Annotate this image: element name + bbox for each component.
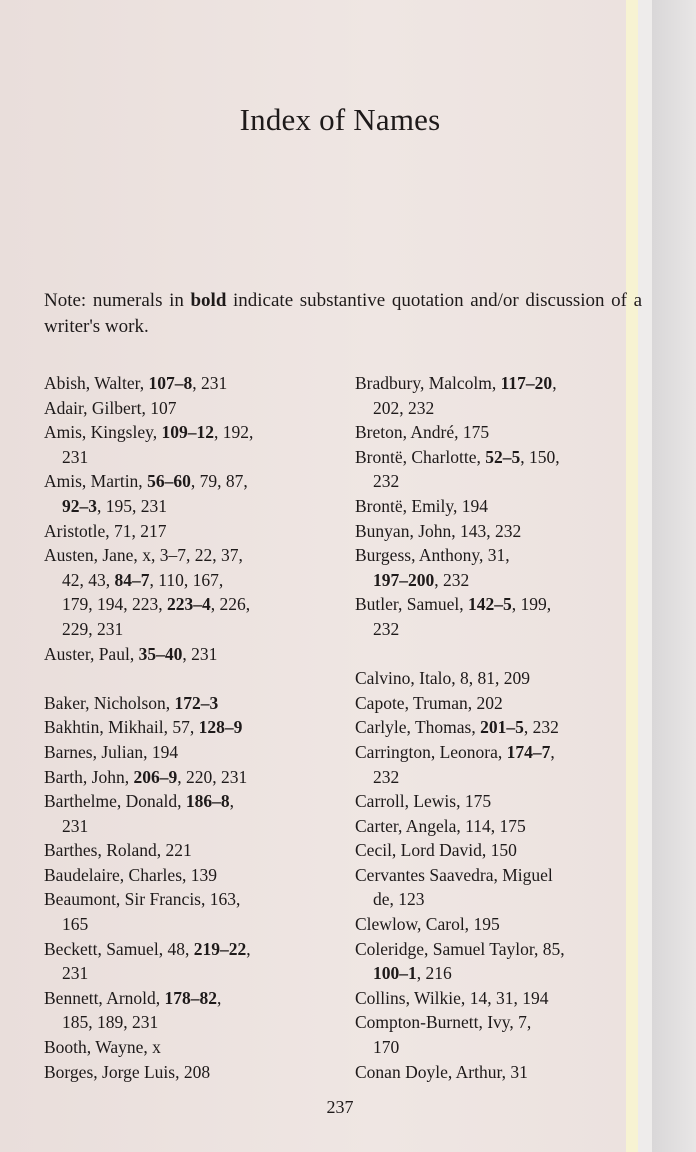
index-entry [355,838,625,863]
index-entry [355,937,625,986]
index-entry [44,765,344,790]
entry-line [44,863,344,888]
page-edge-white [638,0,652,1152]
page-ref: 71, 217 [114,520,167,541]
entry-line [355,1010,625,1035]
page-ref: 31 [510,1061,528,1082]
page-ref-bold: 92–3 [62,495,97,516]
index-entry [44,642,344,667]
index-entry [355,371,625,420]
index-entry [355,519,625,544]
scan-background [652,0,696,1152]
index-note [44,288,642,340]
entry-name: Beaumont, Sir Francis, [44,889,210,910]
entry-name: Amis, Martin, [44,471,148,492]
entry-name: Borges, Jorge Luis, [44,1061,184,1082]
entry-line [44,642,344,667]
entry-name: Austen, Jane, [44,545,143,566]
entry-line [44,469,344,494]
page-ref: 8, 81, 209 [459,668,530,689]
page-ref-bold: 186–8 [185,791,230,812]
page-ref: x, 3–7, 22, 37, [142,545,243,566]
page-ref: 232 [373,471,400,492]
page-ref: 202 [476,692,503,713]
note-text-after: indicate substantive quotation and/or discussion of a writer's work. [44,290,643,337]
index-entry [355,1010,625,1059]
entry-name: Bunyan, John, [355,520,460,541]
index-entry [44,1035,344,1060]
page-ref: , 79, 87, [190,471,248,492]
index-entry [44,863,344,888]
entry-line [355,445,625,470]
index-entry [355,494,625,519]
entry-name: Coleridge, Samuel Taylor, [355,938,543,959]
entry-continuation-line [44,961,344,986]
entry-line [355,814,625,839]
entry-name: Butler, Samuel, [355,594,469,615]
page-ref: 221 [165,840,192,861]
index-entry [355,912,625,937]
entry-continuation-line [44,568,344,593]
entry-name: Adair, Gilbert, [44,397,151,418]
index-entry [355,986,625,1011]
page-ref: 57, [172,717,199,738]
entry-name: Auster, Paul, [44,643,139,664]
page-ref-bold: 100–1 [373,963,417,984]
page-ref: , 232 [523,717,559,738]
entry-name: Baker, Nicholson, [44,692,175,713]
page-ref: , 231 [182,643,218,664]
page-ref: 7, [518,1012,532,1033]
page-ref: , 216 [416,963,452,984]
entry-name: Carrington, Leonora, [355,741,507,762]
entry-line [44,519,344,544]
entry-line [355,937,625,962]
entry-line [355,863,625,888]
page-ref-bold: 107–8 [148,373,193,393]
entry-continuation-line [355,617,625,642]
entry-name: Burgess, Anthony, [355,545,488,566]
index-entry [355,1060,625,1085]
entry-line [355,592,625,617]
page-ref-bold: 142–5 [468,594,512,615]
page-ref: 202, 232 [373,397,435,418]
page-ref: , 192, [213,422,254,443]
page-ref: x [152,1037,161,1058]
page-ref: , [550,741,555,762]
page-ref-bold: 52–5 [485,446,521,467]
page-ref: , 199, [511,594,552,615]
index-entry [355,814,625,839]
entry-name: Barthes, Roland, [44,840,166,861]
entry-name: Booth, Wayne, [44,1037,153,1058]
page-ref: 48, [167,938,194,959]
entry-continuation-line [44,494,344,519]
entry-line [44,420,344,445]
entry-name: Capote, Truman, [355,692,477,713]
page-ref-bold: 197–200 [373,569,435,590]
entry-line [44,1060,344,1085]
entry-line [355,986,625,1011]
entry-name: Brontë, Emily, [355,495,462,516]
entry-line [44,838,344,863]
note-text-before: Note: numerals in [44,290,191,311]
entry-line [355,666,625,691]
entry-line [355,494,625,519]
page-ref: 42, 43, [62,569,115,590]
page-ref: 85, [542,938,565,959]
page-ref: 231 [62,963,89,984]
index-entry [355,420,625,445]
page-ref: 107 [150,397,177,418]
index-entry [44,519,344,544]
entry-line [44,986,344,1011]
page-ref: 231 [62,815,89,836]
page-ref-bold: 223–4 [167,594,211,615]
letter-gap [44,666,344,691]
page-ref: 14, 31, 194 [469,987,549,1008]
index-entry [44,691,344,716]
entry-continuation-line [44,617,344,642]
index-entry [355,863,625,912]
entry-line [355,715,625,740]
index-entry [44,789,344,838]
entry-name: Cecil, Lord David, [355,840,491,861]
index-entry [355,715,625,740]
page-ref: , 220, 231 [177,766,248,787]
page-ref-bold: 128–9 [198,717,243,738]
entry-name: Carter, Angela, [355,815,466,836]
entry-name: Cervantes Saavedra, Miguel [355,864,553,885]
index-entry [44,715,344,740]
entry-name: Bradbury, Malcolm, [355,373,501,393]
note-bold-word: bold [190,290,227,311]
entry-name: Carroll, Lewis, [355,791,465,812]
page-ref-bold: 206–9 [133,766,178,787]
entry-line [44,371,344,396]
page-ref: , 226, [210,594,251,615]
page-ref: 139 [190,864,218,885]
index-entry [355,740,625,789]
entry-name: Carlyle, Thomas, [355,717,481,738]
entry-name: Breton, André, [355,422,463,443]
index-entry [44,838,344,863]
page-ref-bold: 172–3 [174,692,219,713]
index-entry [355,691,625,716]
page-ref: 194 [461,495,489,516]
page-ref-bold: 201–5 [480,717,524,738]
entry-line [355,912,625,937]
page-ref: , 150, [520,446,560,467]
index-entry [44,469,344,518]
page-ref: , 110, 167, [149,569,224,590]
page-ref: 165 [62,914,89,935]
page-ref: 175 [462,422,490,443]
entry-line [44,937,344,962]
page-ref: 208 [183,1061,211,1082]
entry-line [44,715,344,740]
page-ref: , 232 [434,569,470,590]
entry-name: Beckett, Samuel, [44,938,168,959]
index-entry [44,420,344,469]
entry-name: Bakhtin, Mikhail, [44,717,173,738]
index-entry [44,371,344,396]
page-ref-bold: 117–20 [500,373,553,393]
index-entry [44,740,344,765]
entry-line [355,838,625,863]
entry-line [44,765,344,790]
entry-line [355,740,625,765]
page-ref: 185, 189, 231 [62,1012,159,1033]
entry-line [355,789,625,814]
letter-gap [355,642,625,667]
page-ref: 31, [487,545,510,566]
entry-continuation-line [44,912,344,937]
index-entry [44,1060,344,1085]
page-ref: 114, 175 [465,815,526,836]
entry-name: Calvino, Italo, [355,668,460,689]
entry-line [355,543,625,568]
entry-continuation-line [44,1010,344,1035]
page-ref: 175 [464,791,492,812]
page-ref: , 231 [192,373,228,393]
entry-continuation-line [355,568,625,593]
entry-name: Amis, Kingsley, [44,422,162,443]
entry-line [44,887,344,912]
entry-continuation-line [355,961,625,986]
entry-line [355,691,625,716]
entry-continuation-line [355,396,625,421]
index-entry [355,543,625,592]
entry-name: Clewlow, Carol, [355,914,474,935]
index-column-left [44,371,344,1084]
entry-line [355,519,625,544]
index-entry [355,666,625,691]
page-ref: , [229,791,235,812]
page-ref-bold: 178–82 [164,987,218,1008]
entry-line [44,396,344,421]
index-entry [44,396,344,421]
entry-name: Abish, Walter, [44,373,149,393]
page-ref: , [217,987,222,1008]
entry-name: Barth, John, [44,766,134,787]
entry-name: Baudelaire, Charles, [44,864,191,885]
page-ref: 232 [373,766,400,787]
entry-name: Barthelme, Donald, [44,791,186,812]
page-ref: 194 [151,741,179,762]
index-entry [44,543,344,641]
index-entry [44,937,344,986]
index-entry [44,887,344,936]
page-ref: 150 [490,840,517,861]
page-ref-bold: 219–22 [193,938,247,959]
page-ref: 143, 232 [460,520,522,541]
entry-line [44,543,344,568]
page-ref-bold: 35–40 [138,643,183,664]
page-ref: 231 [62,446,89,467]
page-ref-bold: 84–7 [114,569,150,590]
page-number: 237 [326,1097,354,1117]
page-ref: , [552,373,557,393]
page-ref: 179, 194, 223, [62,594,167,615]
entry-line [355,420,625,445]
entry-line [355,1060,625,1085]
page-ref: de, 123 [373,889,425,910]
page-ref-bold: 174–7 [506,741,551,762]
entry-line [44,691,344,716]
page-ref-bold: 56–60 [147,471,191,492]
page-edge [626,0,638,1152]
index-entry [44,986,344,1035]
entry-line [44,740,344,765]
page-ref: 170 [373,1037,400,1058]
entry-line [44,1035,344,1060]
entry-continuation-line [355,1035,625,1060]
entry-line [355,371,625,396]
entry-continuation-line [355,765,625,790]
page-ref-bold: 109–12 [161,422,214,443]
page-ref: 163, [209,889,241,910]
entry-name: Conan Doyle, Arthur, [355,1061,511,1082]
entry-continuation-line [44,445,344,470]
index-column-right [355,371,625,1084]
index-entry [355,789,625,814]
page-ref: 232 [373,618,400,639]
entry-continuation-line [355,469,625,494]
entry-continuation-line [44,814,344,839]
entry-name: Aristotle, [44,520,114,541]
page-title: Index of Names [239,102,441,137]
page-ref: 229, 231 [62,618,124,639]
entry-name: Barnes, Julian, [44,741,152,762]
entry-name: Bennett, Arnold, [44,987,165,1008]
entry-line [44,789,344,814]
page-ref: , 195, 231 [97,495,167,516]
page-ref: , [246,938,251,959]
entry-name: Compton-Burnett, Ivy, [355,1012,519,1033]
page-ref: 195 [473,914,500,935]
entry-name: Brontë, Charlotte, [355,446,486,467]
entry-continuation-line [355,887,625,912]
entry-name: Collins, Wilkie, [355,987,470,1008]
entry-continuation-line [44,592,344,617]
index-entry [355,592,625,641]
index-entry [355,445,625,494]
